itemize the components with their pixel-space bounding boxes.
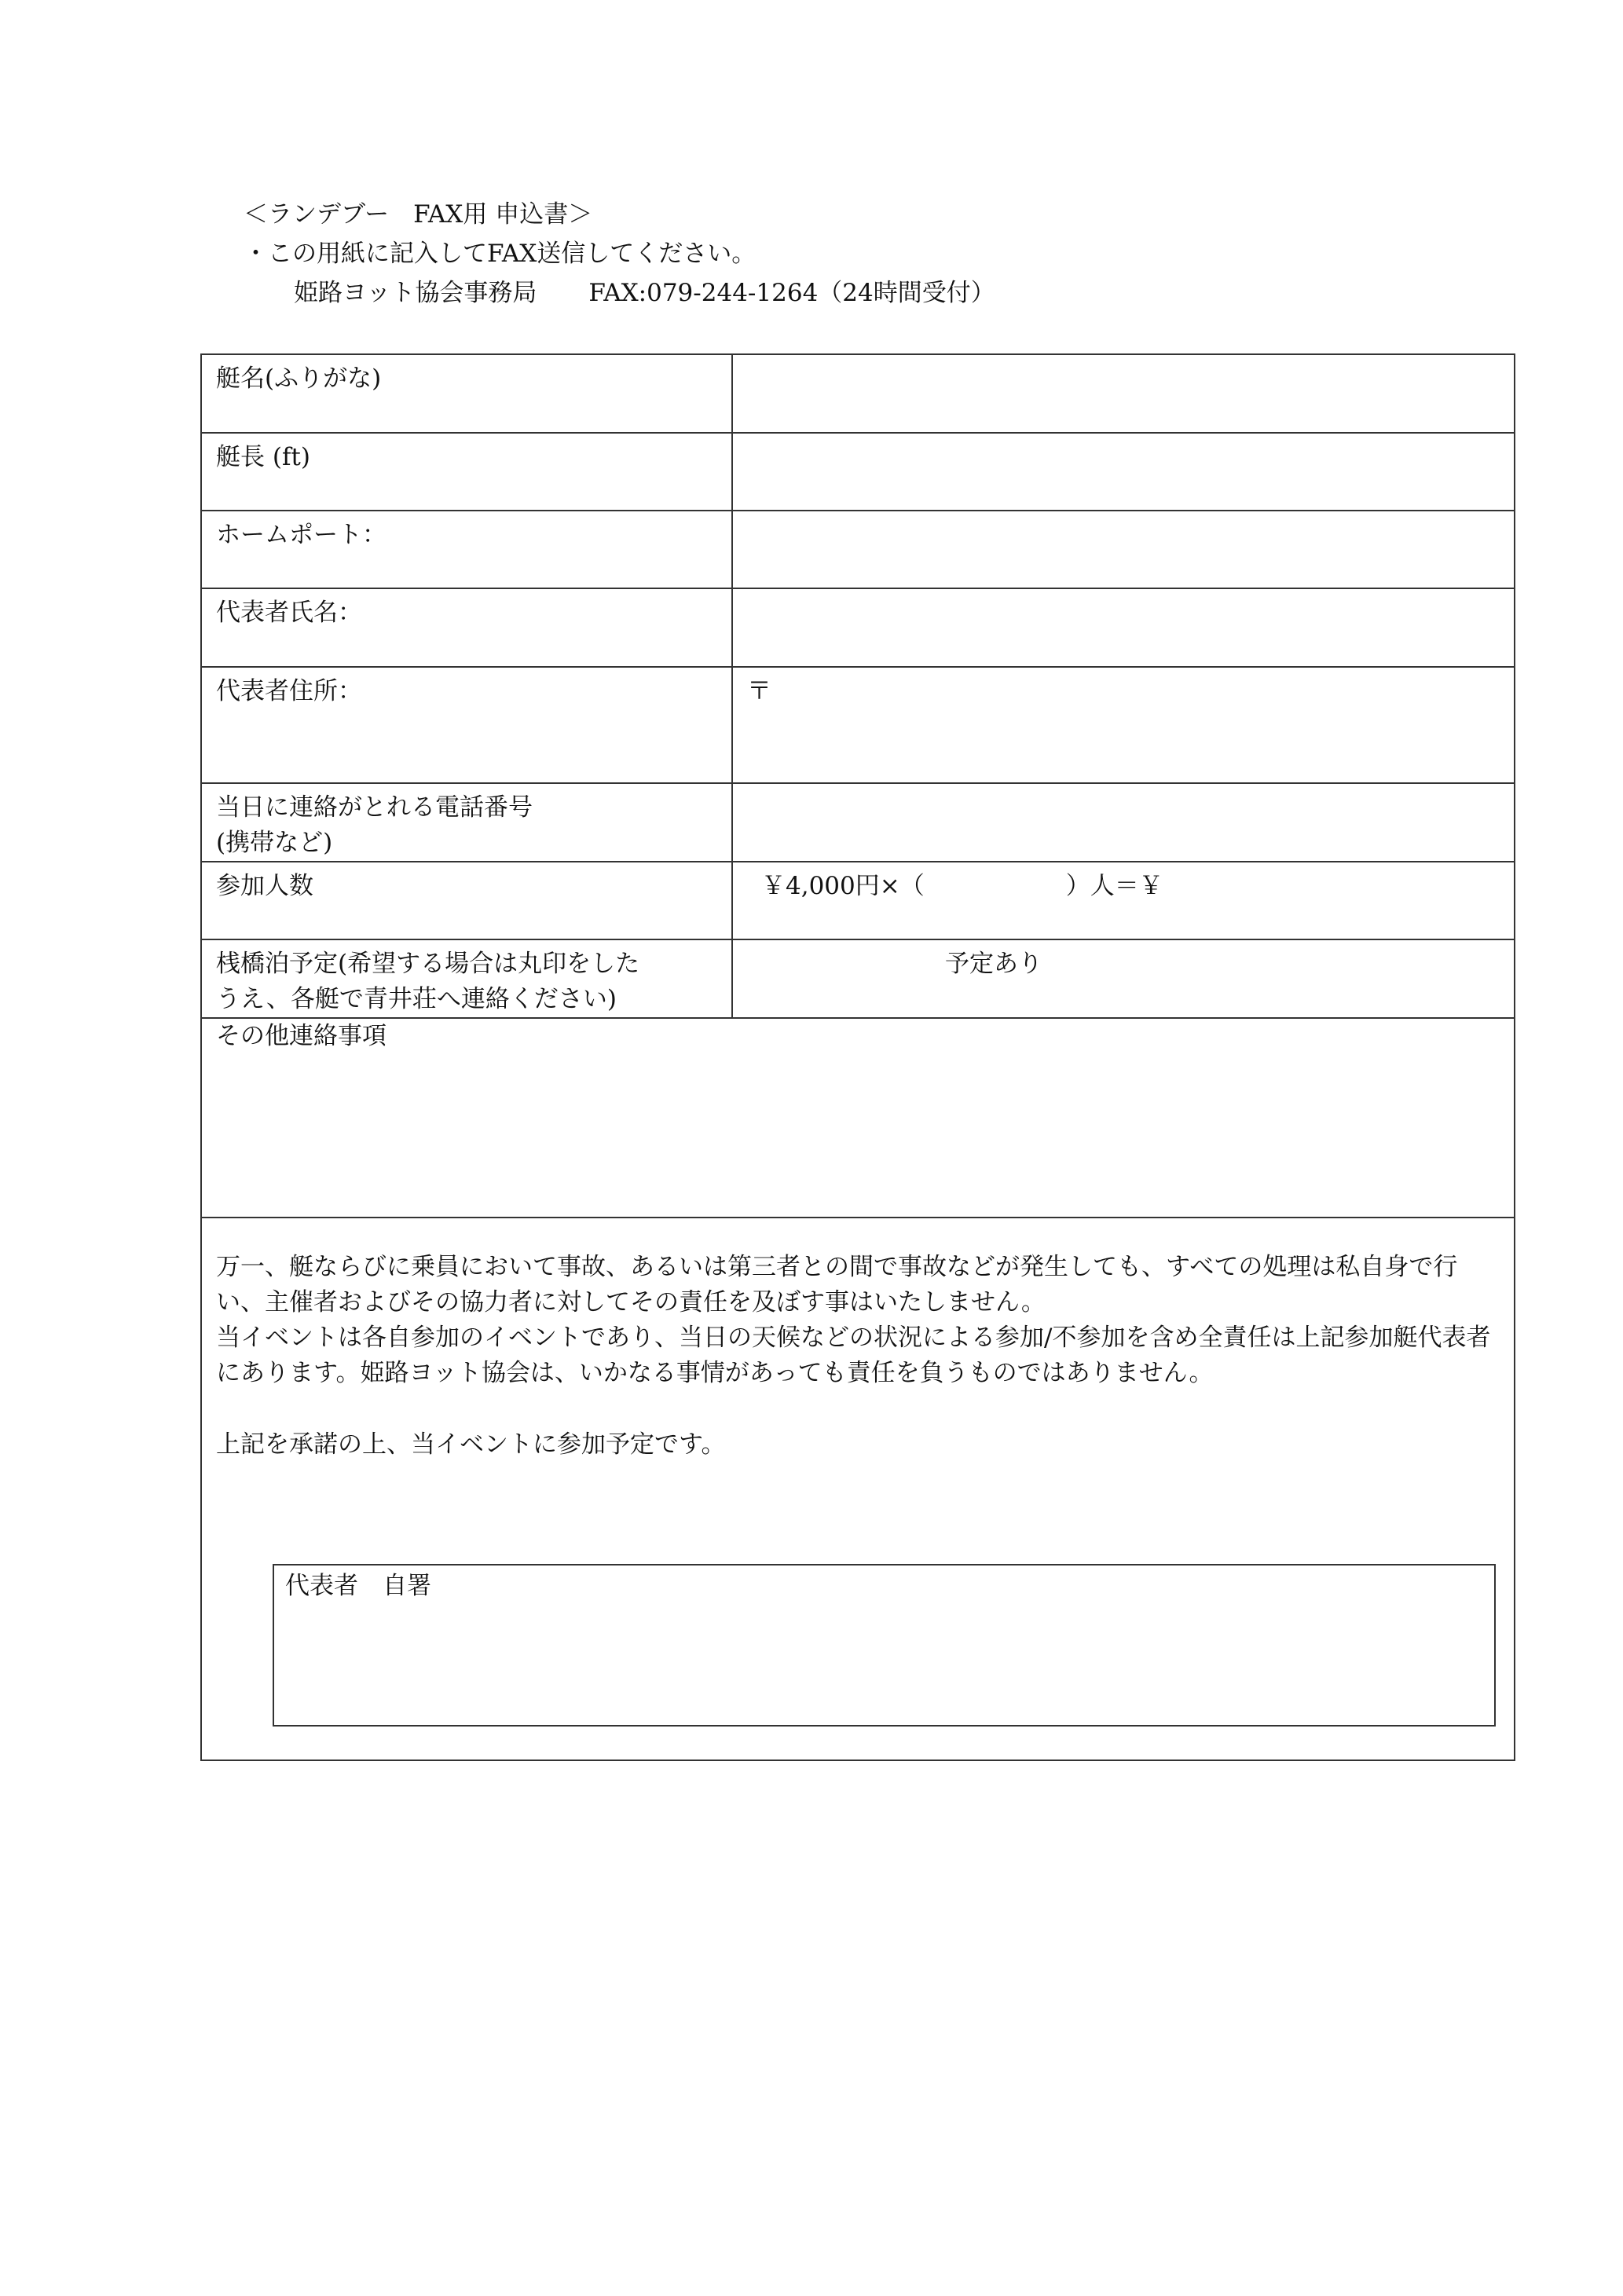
instruction-text: ・この用紙に記入してFAX送信してください。 (244, 240, 757, 268)
row-phone (202, 784, 1514, 862)
row-representative-address (202, 668, 1514, 784)
pier-stay-option[interactable]: 予定あり (945, 950, 1042, 978)
pier-stay-label (202, 940, 733, 1017)
representative-name-label: 代表者氏名： (202, 589, 733, 666)
row-representative-name (202, 589, 1514, 668)
notice-paragraph-3: 上記を承諾の上、当イベントに参加予定です。 (216, 1430, 726, 1459)
liability-notice (216, 1250, 1497, 1463)
participation-total-text: ）人＝￥ (1065, 872, 1163, 900)
application-form (200, 353, 1515, 1761)
representative-address-label: 代表者住所： (202, 668, 733, 782)
notice-paragraph-1: 万一、艇ならびに乗員において事故、あるいは第三者との間で事故などが発生しても、すべての処理は私自身で行い、主催者およびその協力者に対してその責任を及ぼす事はいたしません。 (216, 1253, 1458, 1316)
phone-label (202, 784, 733, 861)
phone-label-line1: 当日に連絡がとれる電話番号 (216, 793, 533, 822)
pier-stay-label-line2: うえ、各艇で青井荘へ連絡ください) (216, 984, 617, 1013)
participation-fee-text: ￥4,000円×（ (761, 872, 925, 900)
representative-address-field[interactable]: 〒 (747, 677, 771, 705)
fax-number: FAX:079-244-1264（24時間受付） (588, 279, 995, 307)
pier-stay-label-line1: 桟橋泊予定(希望する場合は丸印をした (216, 950, 640, 978)
signature-label: 代表者 自署 (285, 1572, 431, 1600)
participants-field[interactable] (733, 862, 1514, 939)
row-participants (202, 862, 1514, 940)
representative-name-field[interactable] (733, 589, 1514, 666)
boat-length-label: 艇長 (ft) (202, 434, 733, 510)
form-title: ＜ランデブー FAX用 申込書＞ (244, 200, 593, 229)
home-port-label: ホームポート： (202, 511, 733, 588)
form-header (244, 195, 1500, 313)
row-other-notes (202, 1019, 1514, 1218)
home-port-field[interactable] (733, 511, 1514, 588)
row-boat-name (202, 355, 1514, 434)
row-boat-length (202, 434, 1514, 511)
notice-paragraph-2: 当イベントは各自参加のイベントであり、当日の天候などの状況による参加/不参加を含め全責任は上記参加艇代表者にあります。姫路ヨット協会は、いかなる事情があっても責任を負うものではありません。 (216, 1323, 1491, 1387)
fax-info (244, 273, 1500, 313)
boat-name-label: 艇名(ふりがな) (202, 355, 733, 432)
row-pier-stay (202, 940, 1514, 1019)
row-home-port (202, 511, 1514, 589)
phone-label-line2: (携帯など) (216, 828, 333, 857)
phone-field[interactable] (733, 784, 1514, 861)
other-notes-label: その他連絡事項 (216, 1022, 387, 1050)
participants-label: 参加人数 (202, 862, 733, 939)
row-liability-notice (202, 1218, 1514, 1760)
boat-length-field[interactable] (733, 434, 1514, 510)
boat-name-field[interactable] (733, 355, 1514, 432)
signature-box[interactable] (273, 1564, 1496, 1727)
office-name: 姫路ヨット協会事務局 (294, 279, 537, 307)
